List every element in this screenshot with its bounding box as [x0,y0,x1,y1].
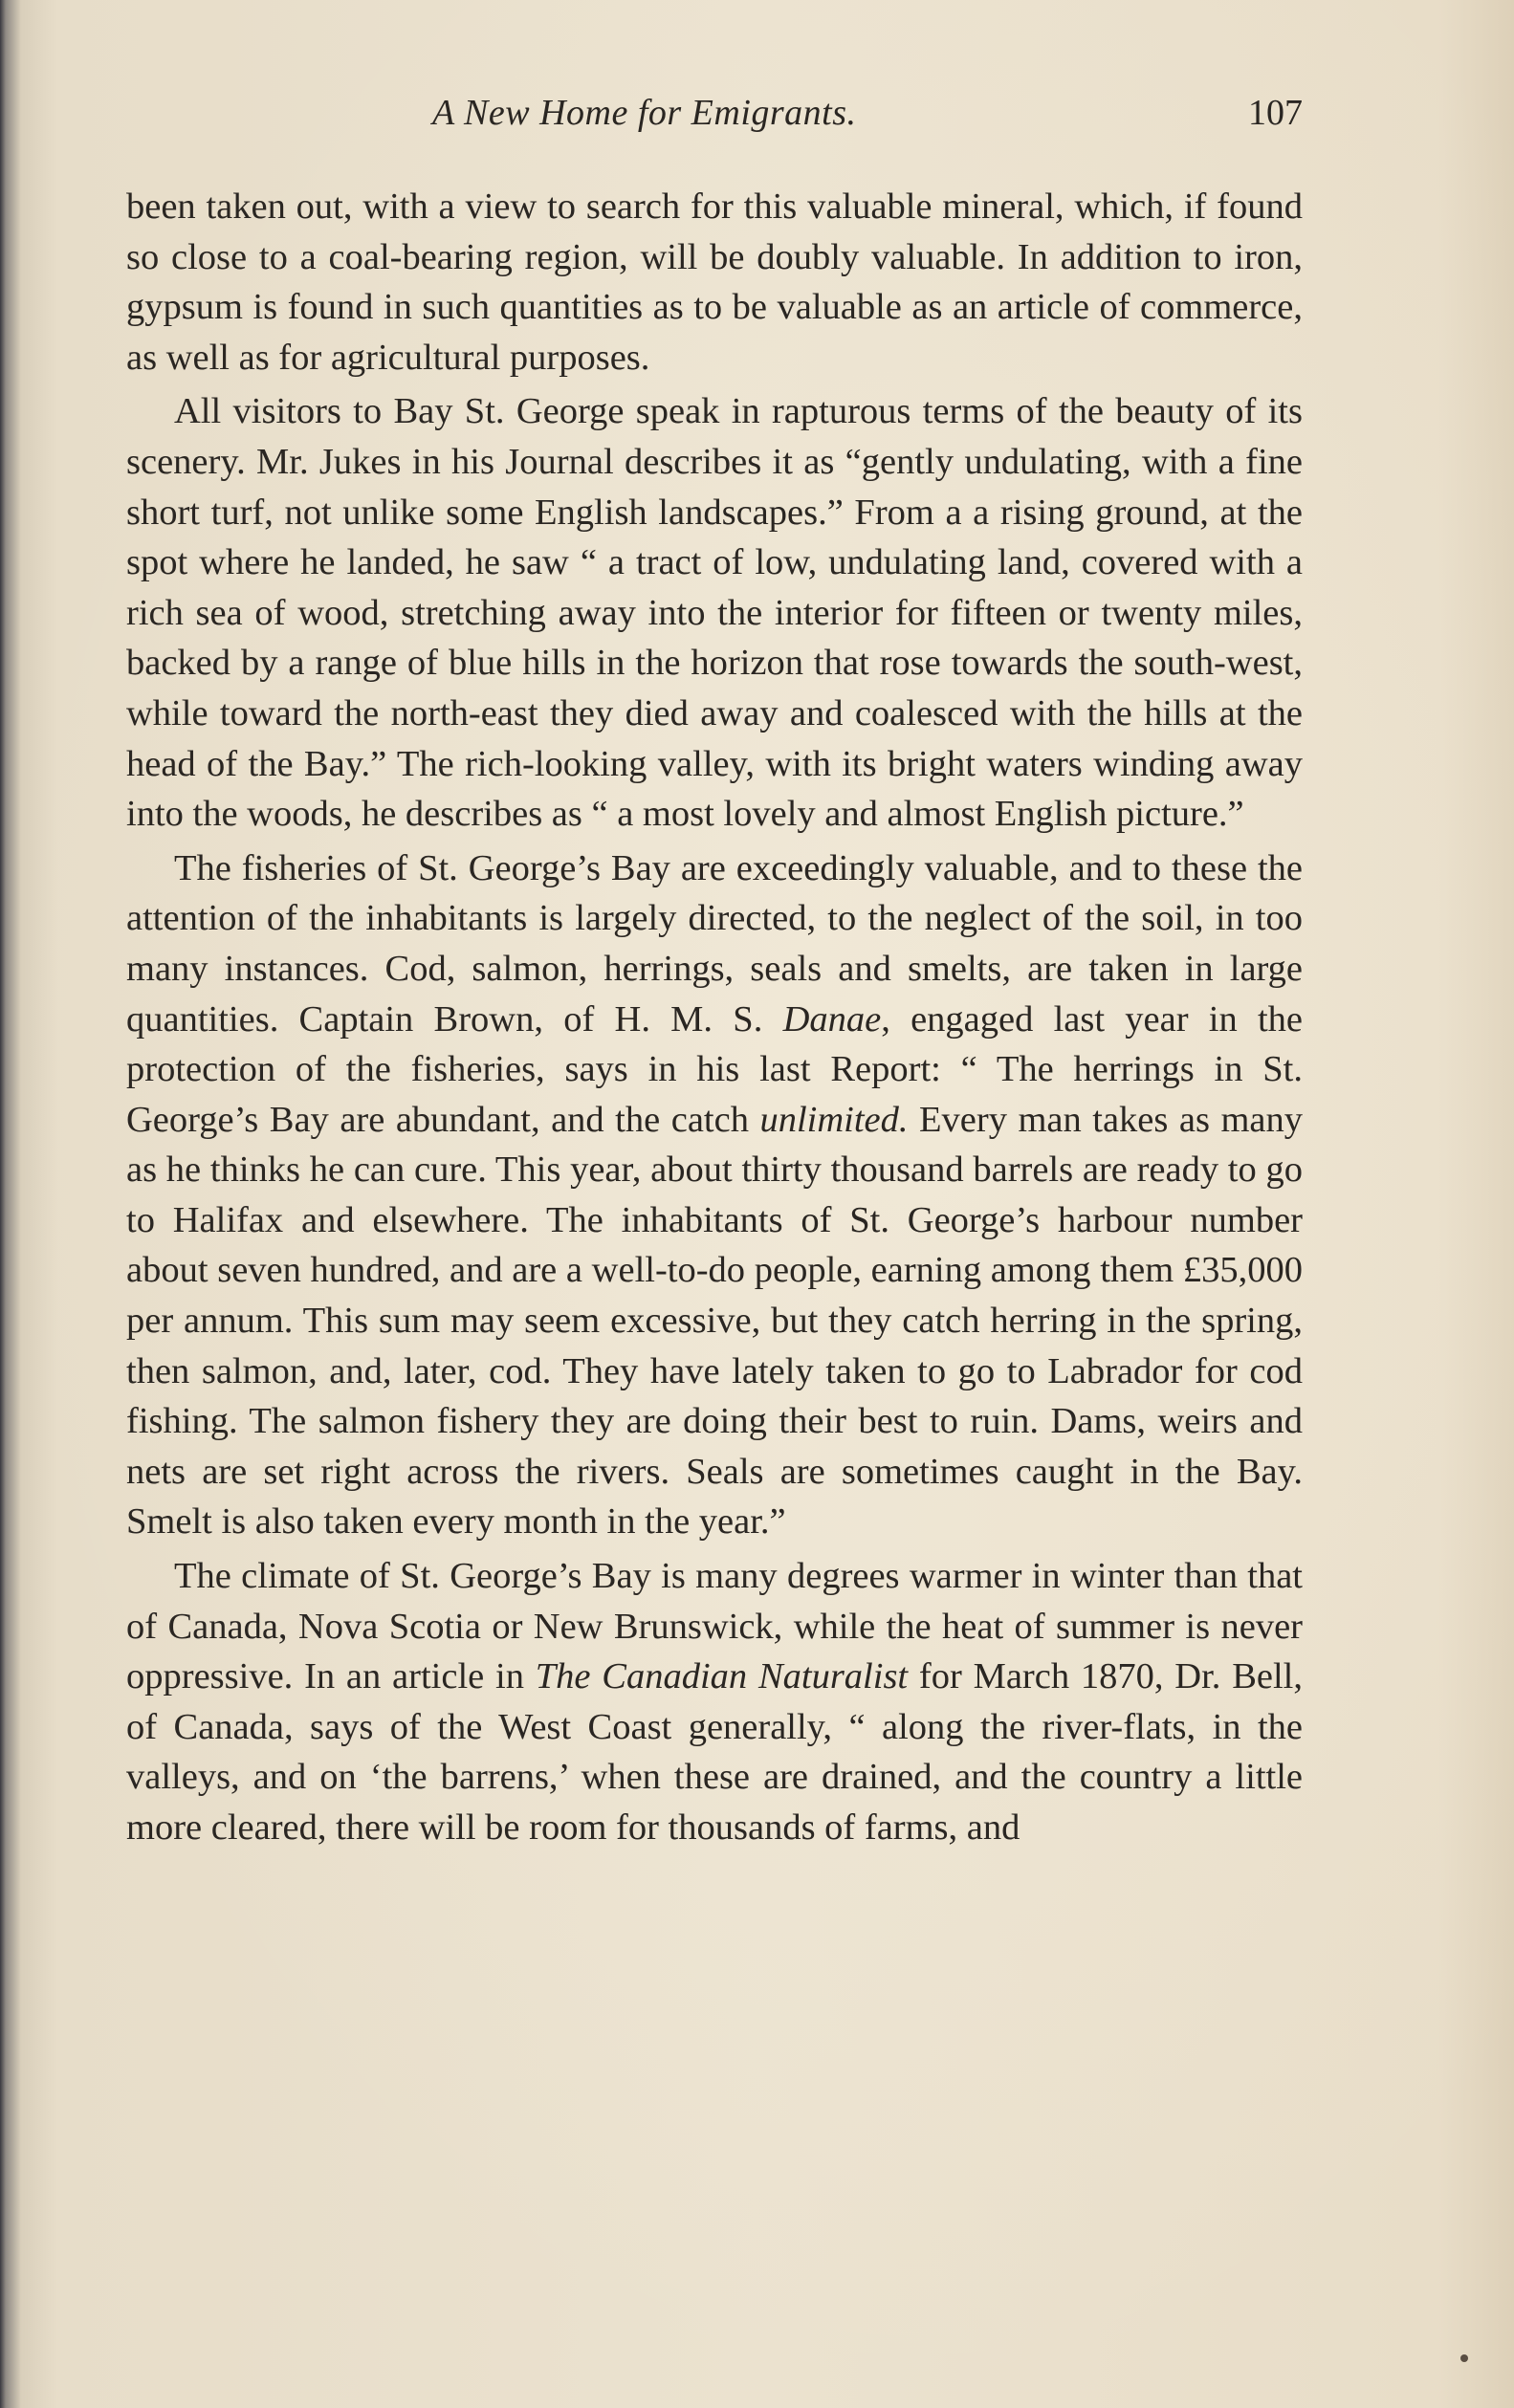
page-header [126,92,1303,138]
paragraph-3-part-a: The fisheries of St. George’s Bay are exceedingly valuable, and to these the attention of the inhabitants is largely directed, to the neglect of the soil, in too many instances. Cod, salmon, herrings, seals and smelts, are taken in large quantities. Captain Brown, of H. M. S. [126,847,1303,1040]
journal-title-italic: The Canadian Naturalist [535,1656,909,1697]
paragraph-3-part-c: , engaged last year in the protection of the fisheries, says in his last Report: “ The herrings in St. George’s Bay are abundant, and the catch [126,998,1303,1140]
body-text [126,182,1303,1853]
ship-name-italic: Danae [782,998,882,1040]
paragraph-1: been taken out, with a view to search for this valuable mineral, which, if found so close to a coal-bearing region, will be doubly valuable. In addition to iron, gypsum is found in such quantities as to be valuable as an article of commerce, as well as for agricultural purposes. [126,186,1303,378]
paragraph-2: All visitors to Bay St. George speak in rapturous terms of the beauty of its scenery. Mr. Jukes in his Journal describes it as “gently undulating, with a fine short turf, not unlike some English landscapes.” From a a rising ground, at the spot where he landed, he saw “ a tract of low, undulating land, covered with a rich sea of wood, stretching away into the interior for fifteen or twenty miles, backed by a range of blue hills in the horizon that rose towards the south-west, while toward the north-east they died away and coalesced with the hills at the head of the Bay.” The rich-looking valley, with its bright waters winding away into the woods, he describes as “ a most lovely and almost English picture.” [126,391,1303,835]
paragraph-3 [126,843,1303,1547]
ink-speck [1460,2354,1468,2362]
page-number: 107 [1248,93,1303,133]
paragraph-4 [126,1551,1303,1853]
paragraph-3-part-e: Every man takes as many as he thinks he can cure. This year, about thirty thousand barrels are ready to go to Halifax and elsewhere. The inhabitants of St. George’s harbour number about seven hundred, and are a well-to-do people, earning among them £35,000 per annum. This sum may seem excessive, but they catch herring in the spring, then salmon, and, later, cod. They have lately taken to go to Labrador for cod fishing. The salmon fishery they are doing their best to ruin. Dams, weirs and nets are set right across the rivers. Seals are sometimes caught in the Bay. Smelt is also taken every month in the year.” [126,1099,1303,1543]
emphasis-italic: unlimited. [759,1099,909,1140]
running-title: A New Home for Emigrants. [432,93,857,133]
paragraph-4-part-c: for March 1870, Dr. Bell, of Canada, says of the West Coast generally, “ along the river-flats, in the valleys, and on ‘the barrens,’ when these are drained, and the country a little more cleared, there will be room for thousands of farms, and [126,1656,1303,1848]
paragraph-4-part-a: The climate of St. George’s Bay is many degrees warmer in winter than that of Canada, Nova Scotia or New Brunswick, while the heat of summer is never oppressive. In an article in [126,1556,1303,1697]
